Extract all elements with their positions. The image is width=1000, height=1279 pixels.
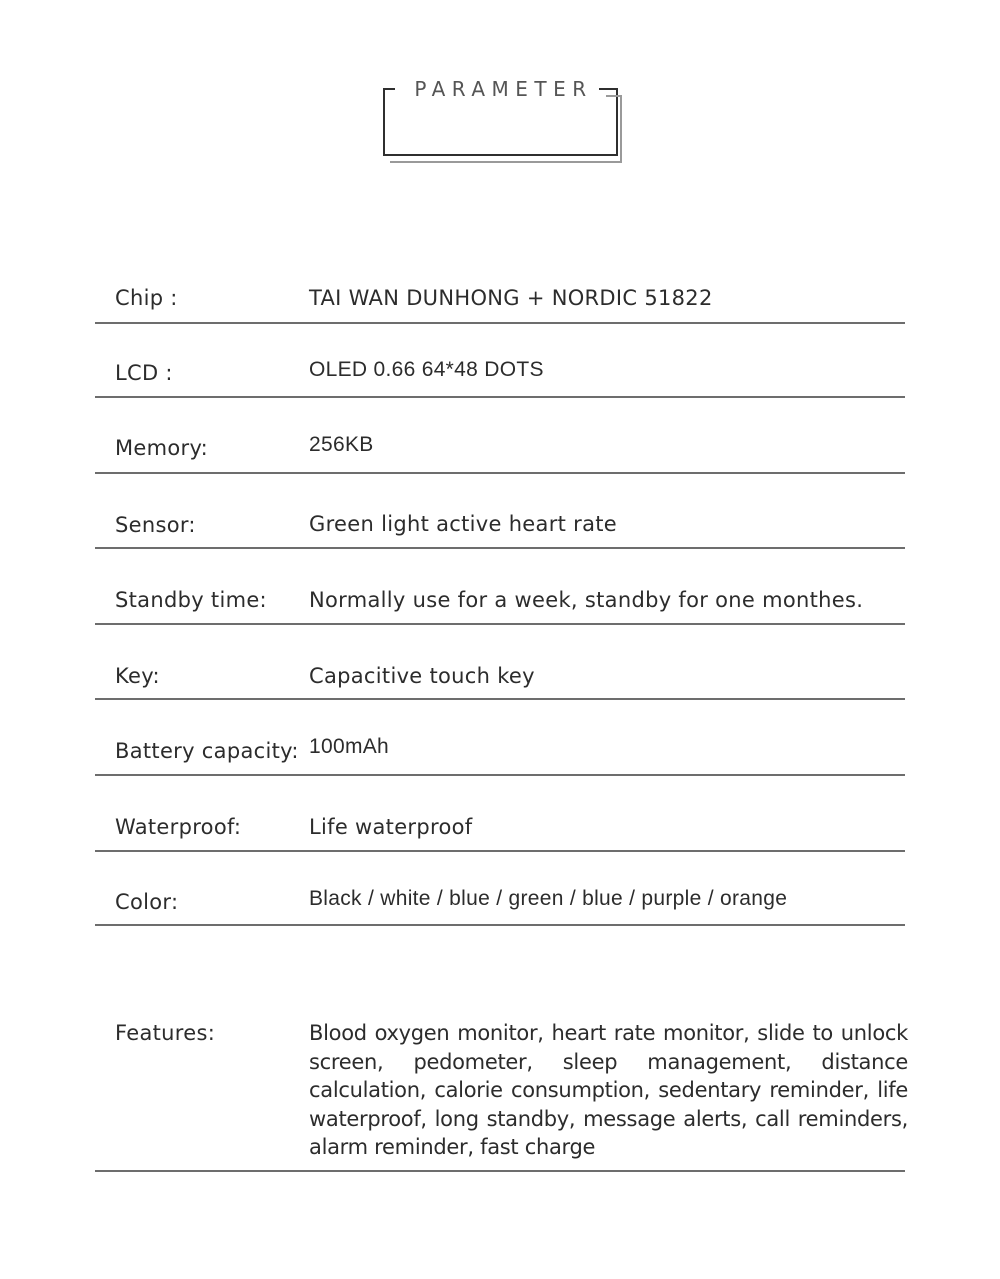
- spec-label: Key:: [115, 664, 160, 688]
- spec-value: Blood oxygen monitor, heart rate monitor, slide to unlock screen, pedometer, sleep management, distance calculation, calorie consumption, sedentary reminder, life waterproof, long standby, message alerts, call reminders, alarm reminder, fast charge: [309, 1021, 908, 1159]
- spec-label: Memory:: [115, 436, 209, 460]
- spec-value: 100mAh: [309, 735, 390, 758]
- spec-row-memory: [95, 398, 905, 474]
- spec-value: Normally use for a week, standby for one monthes.: [309, 588, 864, 612]
- spec-row-lcd: [95, 324, 905, 398]
- spec-label: Features:: [115, 1021, 216, 1045]
- spec-row-color: [95, 852, 905, 926]
- spec-row-standby: [95, 549, 905, 625]
- spec-label: Color:: [115, 890, 179, 914]
- spec-value: OLED 0.66 64*48 DOTS: [309, 358, 544, 381]
- spec-row-sensor: [95, 474, 905, 549]
- spec-label: LCD :: [115, 361, 173, 385]
- spec-label: Waterproof:: [115, 815, 242, 839]
- spec-label: Standby time:: [115, 588, 267, 612]
- page-title: PARAMETER: [414, 77, 593, 101]
- spec-row-chip: [95, 250, 905, 324]
- spec-row-features: [95, 926, 908, 1172]
- spec-row-key: [95, 625, 905, 700]
- spec-value: 256KB: [309, 433, 374, 456]
- spec-label: Sensor:: [115, 513, 196, 537]
- spec-value: Green light active heart rate: [309, 512, 617, 536]
- spec-value: Black / white / blue / green / blue / purple / orange: [309, 887, 788, 910]
- spec-row-battery: [95, 700, 905, 776]
- spec-label: Chip :: [115, 286, 178, 310]
- spec-value: Life waterproof: [309, 815, 473, 839]
- spec-value: TAI WAN DUNHONG + NORDIC 51822: [309, 286, 713, 310]
- spec-row-waterproof: [95, 776, 905, 852]
- spec-label: Battery capacity:: [115, 739, 299, 763]
- parameter-header: [383, 78, 623, 164]
- spec-value: Capacitive touch key: [309, 664, 535, 688]
